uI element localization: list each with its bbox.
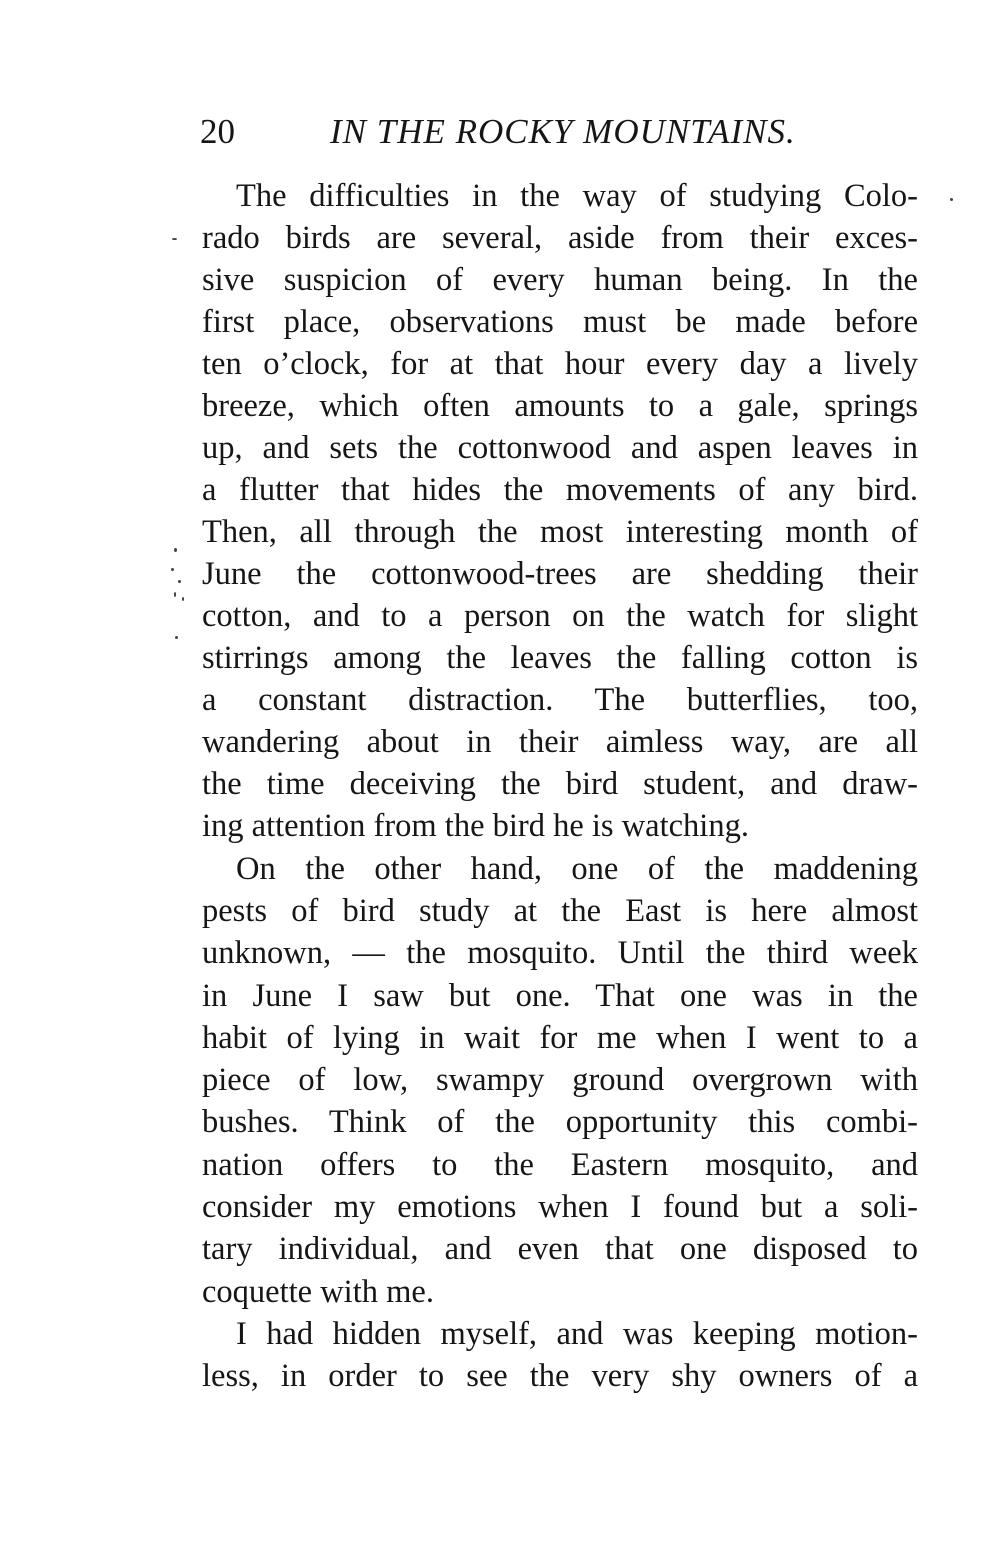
text-line: On the other hand, one of the maddening (236, 851, 918, 887)
text-line: in June I saw but one. That one was in the (202, 978, 918, 1014)
text-line: The difficulties in the way of studying Colo- (236, 178, 918, 214)
text-line: sive suspicion of every human being. In the (202, 262, 918, 298)
scan-speck (175, 636, 178, 639)
text-line: habit of lying in wait for me when I went to a (202, 1020, 918, 1056)
text-line: bushes. Think of the opportunity this combi- (202, 1104, 918, 1140)
text-line: nation offers to the Eastern mosquito, and (202, 1147, 918, 1183)
text-line: cotton, and to a person on the watch for slight (202, 598, 918, 634)
text-line: Then, all through the most interesting month of (202, 514, 918, 550)
text-line: June the cottonwood-trees are shedding their (202, 556, 918, 592)
text-line: the time deceiving the bird student, and draw- (202, 766, 918, 802)
text-line: first place, observations must be made before (202, 304, 918, 340)
text-line: consider my emotions when I found but a soli- (202, 1189, 918, 1225)
running-title: IN THE ROCKY MOUNTAINS. (330, 112, 796, 151)
scan-speck (174, 548, 177, 552)
text-line: piece of low, swampy ground overgrown with (202, 1062, 918, 1098)
scan-speck (174, 592, 176, 597)
text-line: breeze, which often amounts to a gale, springs (202, 388, 918, 424)
text-line: less, in order to see the very shy owners of a (202, 1358, 918, 1394)
text-line: tary individual, and even that one disposed to (202, 1231, 918, 1267)
running-head (200, 108, 820, 156)
scan-speck (950, 198, 953, 201)
scan-speck (171, 568, 174, 571)
scan-speck (172, 238, 177, 240)
text-line: I had hidden myself, and was keeping motion- (236, 1316, 918, 1352)
scan-speck (182, 597, 184, 601)
text-line: a constant distraction. The butterflies, too, (202, 682, 918, 718)
scan-speck (178, 580, 181, 583)
text-line: a flutter that hides the movements of any bird. (202, 472, 918, 508)
text-line: ing attention from the bird he is watching. (202, 808, 749, 844)
text-line: stirrings among the leaves the falling cotton is (202, 640, 918, 676)
text-line: rado birds are several, aside from their exces- (202, 220, 918, 256)
text-line: unknown, — the mosquito. Until the third week (202, 935, 918, 971)
text-line: up, and sets the cottonwood and aspen leaves in (202, 430, 918, 466)
text-line: wandering about in their aimless way, are all (202, 724, 918, 760)
text-line: coquette with me. (202, 1274, 434, 1310)
text-line: pests of bird study at the East is here almost (202, 893, 918, 929)
text-line: ten o’clock, for at that hour every day a lively (202, 346, 918, 382)
page-number: 20 (200, 112, 235, 151)
